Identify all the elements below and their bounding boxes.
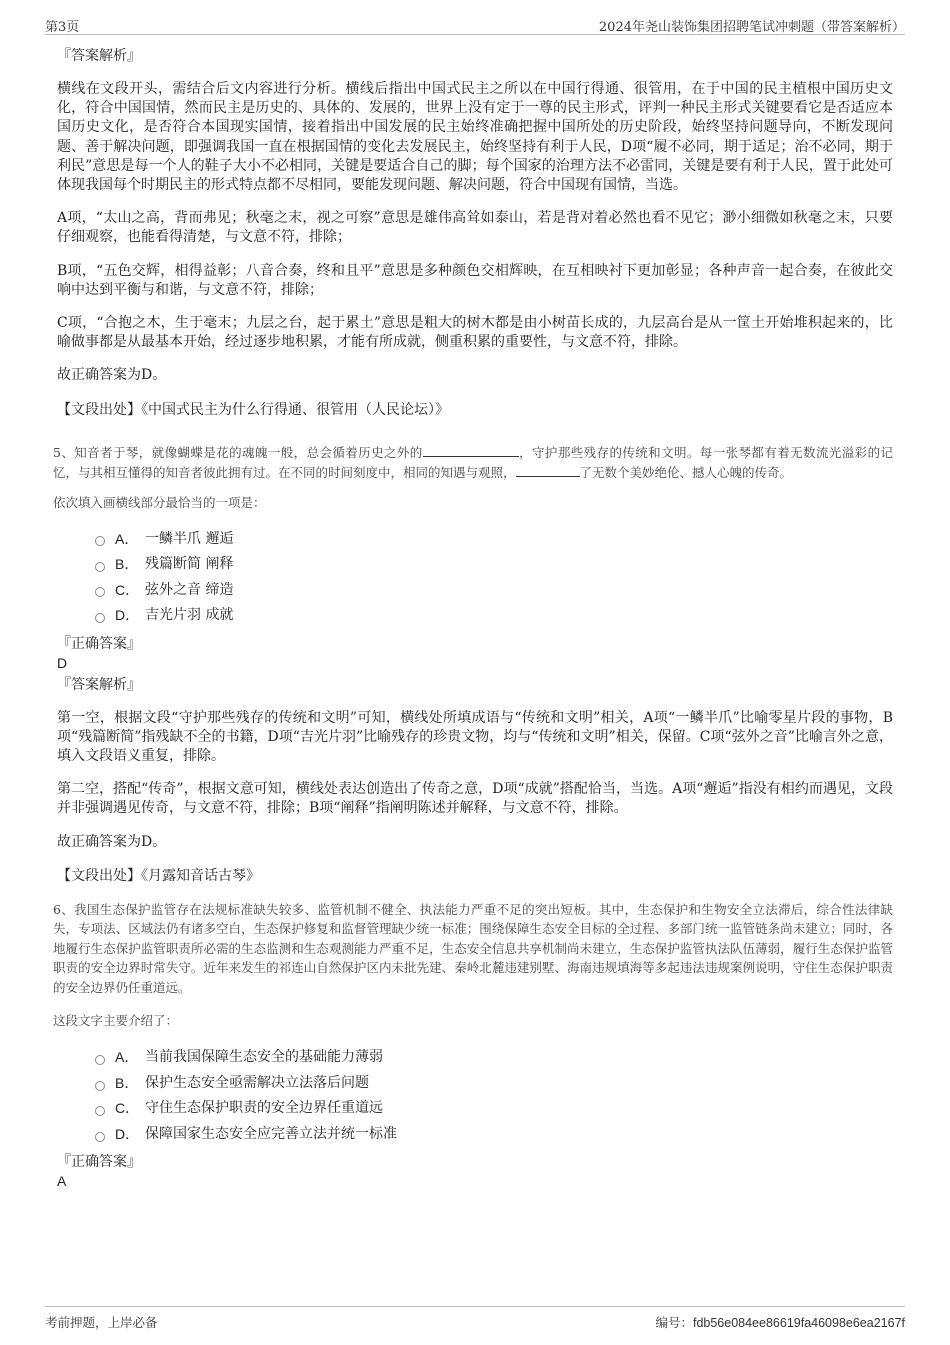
footer-slogan: 考前押题，上岸必备 bbox=[45, 1315, 158, 1330]
radio-icon[interactable] bbox=[95, 536, 105, 546]
question-prompt: 这段文字主要介绍了： bbox=[53, 1013, 179, 1029]
answer-value: D bbox=[57, 654, 68, 671]
page-content bbox=[53, 42, 893, 1193]
question-5-options bbox=[95, 527, 893, 629]
fill-blank-1 bbox=[423, 442, 519, 457]
analysis-paragraph: C项，“合抱之木，生于毫末；九层之台，起于累土”意思是粗大的树木都是由小树苗长成的，九层高台是从一筐土开始堆积起来的，比喻做事都是从最基本开始，经过逐步地积累，才能有所成就，侧重积累的重要性，与文意不符，排除。 bbox=[57, 315, 893, 351]
answer-value: A bbox=[57, 1173, 67, 1190]
question-6-text: 6、我国生态保护监管存在法规标准缺失较多、监管机制不健全、执法能力严重不足的突出短板。其中，生态保护和生物安全立法滞后，综合性法律缺失，专项法、区域法仍有诸多空白，生态保护修复和监督管理缺少统一标准；围绕保障生态安全目标的全过程、多部门统一监管链条尚未建立；同时，各地履行生态保护监管职责所必需的生态监测和生态观测能力严重不足，生态安全信息共享机制尚未建立，生态保护监管执法队伍薄弱，履行生态保护监管职责的安全边界时常失守。近年来发生的祁连山自然保护区内未批先建、秦岭北麓违建别墅、海南违规填海等多起违法违规案例说明，守住生态保护职责的安全边界仍任重道远。 bbox=[53, 901, 893, 995]
option-c[interactable]: C． 守住生态保护职责的安全边界任重道远 bbox=[95, 1096, 893, 1122]
page-header bbox=[45, 14, 905, 35]
analysis-paragraph: 第一空，根据文段“守护那些残存的传统和文明”可知，横线处所填成语与“传统和文明”相关，A项“一鳞半爪”比喻零星片段的事物，B项“残篇断简”指残缺不全的书籍，D项“吉光片羽”比喻残存的珍贵文物，均与“传统和文明”相关，保留。C项“弦外之音”比喻言外之意，填入文段语义重复，排除。 bbox=[57, 709, 893, 765]
option-c[interactable]: C． 弦外之音 缔造 bbox=[95, 578, 893, 604]
option-b[interactable]: B． 残篇断简 阐释 bbox=[95, 552, 893, 578]
analysis-conclusion: 故正确答案为D。 bbox=[57, 833, 167, 850]
option-d[interactable]: D． 保障国家生态安全应完善立法并统一标准 bbox=[95, 1122, 893, 1148]
page-number: 第3页 bbox=[45, 20, 80, 35]
option-d[interactable]: D． 吉光片羽 成就 bbox=[95, 603, 893, 629]
question-prompt: 依次填入画横线部分最恰当的一项是： bbox=[53, 494, 266, 510]
question-text-part: ，守护那些残存的传统和文明。每一张琴都有着无数流光溢彩的记忆，与其相互懂得的知音者彼此拥有过。在不同的时间刻度中，相同的知遇与观照， bbox=[53, 444, 893, 481]
analysis-paragraph: 第二空，搭配“传奇”，根据文意可知，横线处表达创造出了传奇之意，D项“成就”搭配恰当，当选。A项“邂逅”指没有相约而遇见，文段并非强调遇见传奇，与文意不符，排除；B项“阐释”指阐明陈述并解释，与文意不符，排除。 bbox=[57, 781, 893, 817]
analysis-title: 『答案解析』 bbox=[57, 48, 141, 64]
passage-source: 【文段出处】《中国式民主为什么行得通、很管用（人民论坛）》 bbox=[57, 401, 449, 418]
answer-title: 『正确答案』 bbox=[57, 635, 141, 652]
radio-icon[interactable] bbox=[95, 562, 105, 572]
radio-icon[interactable] bbox=[95, 1055, 105, 1065]
question-text-part: 了无数个美妙绝伦、撼人心魄的传奇。 bbox=[579, 465, 793, 481]
radio-icon[interactable] bbox=[95, 1081, 105, 1091]
radio-icon[interactable] bbox=[95, 613, 105, 623]
radio-icon[interactable] bbox=[95, 587, 105, 597]
answer-title: 『正确答案』 bbox=[57, 1154, 141, 1171]
radio-icon[interactable] bbox=[95, 1132, 105, 1142]
analysis-title: 『答案解析』 bbox=[57, 676, 141, 693]
radio-icon[interactable] bbox=[95, 1106, 105, 1116]
question-6-options bbox=[95, 1045, 893, 1147]
page-footer bbox=[45, 1306, 905, 1331]
analysis-paragraph: B项，“五色交辉，相得益彰；八音合奏，终和且平”意思是多种颜色交相辉映，在互相映衬下更加彰显；各种声音一起合奏，在彼此交响中达到平衡与和谐，与文意不符，排除； bbox=[57, 262, 893, 298]
option-b[interactable]: B． 保护生态安全亟需解决立法落后问题 bbox=[95, 1071, 893, 1097]
analysis-paragraph: A项，“太山之高，背而弗见；秋毫之末，视之可察”意思是雄伟高耸如泰山，若是背对着必然也看不见它；渺小细微如秋毫之末，只要仔细观察，也能看得清楚，与文意不符，排除； bbox=[57, 210, 893, 246]
passage-source: 【文段出处】《月露知音话古琴》 bbox=[57, 867, 260, 884]
question-text-part: 5、知音者于琴，就像蝴蝶是花的魂魄一般，总会循着历史之外的 bbox=[53, 444, 423, 460]
option-a[interactable]: A． 当前我国保障生态安全的基础能力薄弱 bbox=[95, 1045, 893, 1071]
option-a[interactable]: A． 一鳞半爪 邂逅 bbox=[95, 527, 893, 553]
analysis-conclusion: 故正确答案为D。 bbox=[57, 367, 167, 384]
document-title: 2024年尧山装饰集团招聘笔试冲刺题（带答案解析） bbox=[598, 20, 905, 35]
question-5-text bbox=[53, 442, 893, 483]
document-id: 编号：fdb56e084ee86619fa46098e6ea2167f bbox=[655, 1316, 905, 1330]
analysis-paragraph: 横线在文段开头，需结合后文内容进行分析。横线后指出中国式民主之所以在中国行得通、很管用，在于中国的民主植根中国历史文化，符合中国国情，然而民主是历史的、具体的、发展的，世界上没有定于一尊的民主形式，评判一种民主形式关键要看它是否适应本国历史文化，是否符合本国现实国情，接着指出中国发展的民主始终准确把握中国所处的历史阶段，始终坚持问题导向，不断发现问题、善于解决问题，即强调我国一直在根据国情的变化去发展民主，始终坚持有利于人民，D项“履不必同，期于适足；治不必同，期于利民”意思是每一个人的鞋子大小不必相同，关键是要适合自己的脚；每个国家的治理方法不必雷同，关键是要有利于人民，置于此处可体现我国每个时期民主的形式特点都不尽相同，要能发现问题、解决问题，符合中国现有国情，当选。 bbox=[57, 81, 893, 194]
fill-blank-2 bbox=[516, 462, 580, 477]
